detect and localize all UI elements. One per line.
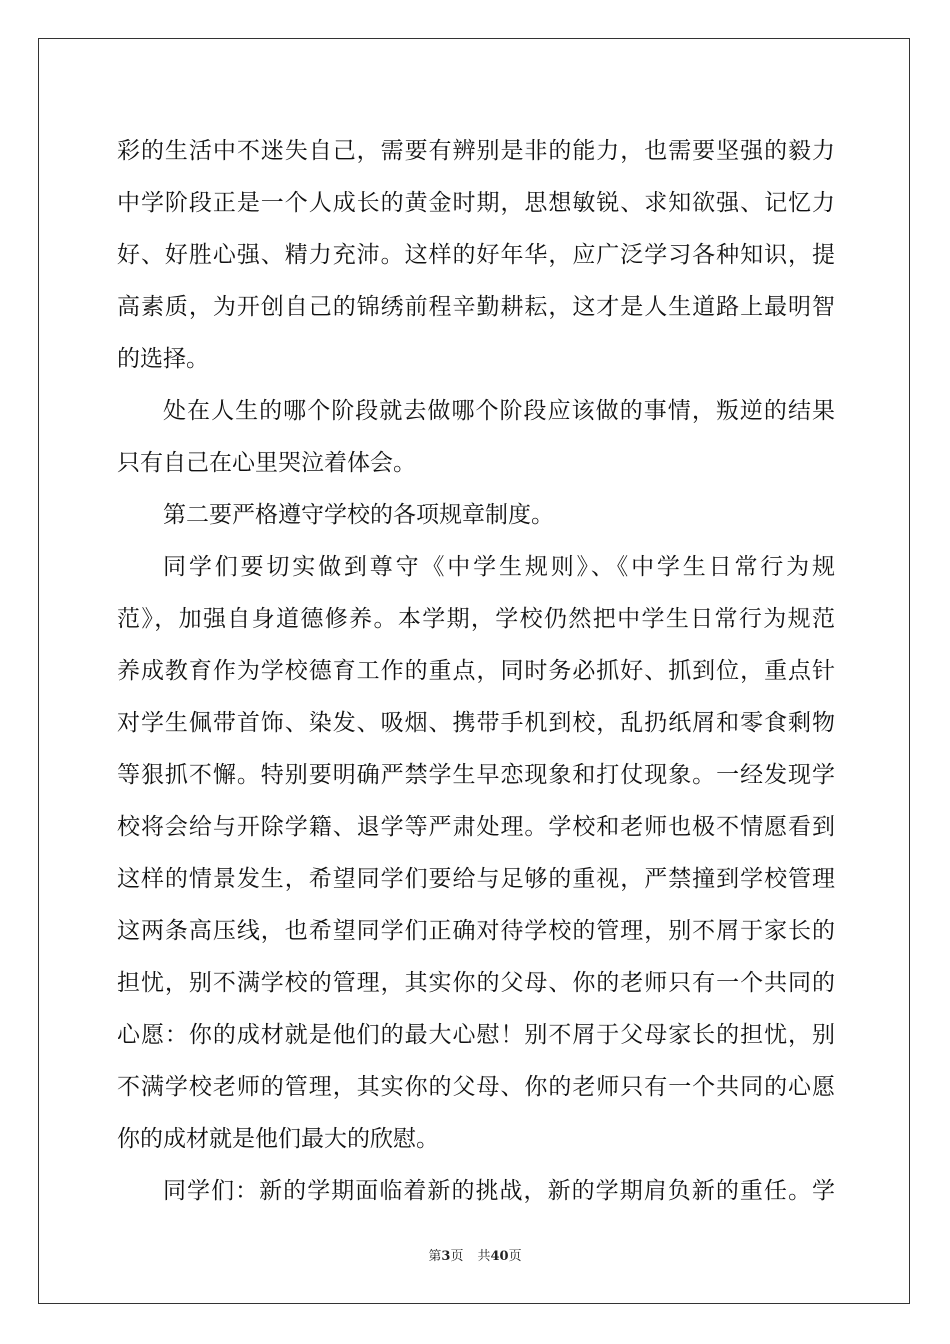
footer-page-suffix: 页: [450, 1249, 464, 1264]
page-footer: [0, 1245, 950, 1264]
text-line: 处在人生的哪个阶段就去做哪个阶段应该做的事情，叛逆的结果: [163, 398, 835, 424]
text-line: 这两条高压线，也希望同学们正确对待学校的管理，别不屑于家长的: [117, 918, 835, 944]
text-line: 中学阶段正是一个人成长的黄金时期，思想敏锐、求知欲强、记忆力: [117, 190, 835, 216]
footer-total-prefix: 共: [477, 1249, 491, 1264]
text-line: 担忧，别不满学校的管理，其实你的父母、你的老师只有一个共同的: [117, 970, 835, 996]
text-line: 养成教育作为学校德育工作的重点，同时务必抓好、抓到位，重点针: [117, 658, 835, 684]
footer-page-number: 3: [441, 1249, 451, 1264]
text-line: 心愿：你的成材就是他们的最大心慰！别不屑于父母家长的担忧，别: [117, 1022, 835, 1048]
text-line: 范》，加强自身道德修养。本学期，学校仍然把中学生日常行为规范: [117, 606, 835, 632]
footer-page-prefix: 第: [428, 1249, 442, 1264]
text-line: 彩的生活中不迷失自己，需要有辨别是非的能力，也需要坚强的毅力: [117, 138, 835, 164]
text-line: 同学们要切实做到尊守《中学生规则》、《中学生日常行为规: [163, 554, 835, 580]
text-line: 高素质，为开创自己的锦绣前程辛勤耕耘，这才是人生道路上最明智: [117, 294, 835, 320]
text-line: 不满学校老师的管理，其实你的父母、你的老师只有一个共同的心愿: [117, 1074, 835, 1100]
text-line: 的选择。: [117, 346, 209, 372]
text-line: 这样的情景发生，希望同学们要给与足够的重视，严禁撞到学校管理: [117, 866, 835, 892]
footer-total-pages: 40: [490, 1249, 509, 1264]
text-line: 好、好胜心强、精力充沛。这样的好年华，应广泛学习各种知识，提: [117, 242, 835, 268]
document-body: [117, 125, 835, 1217]
text-line: 第二要严格遵守学校的各项规章制度。: [163, 502, 554, 528]
footer-total-suffix: 页: [508, 1249, 522, 1264]
text-line: 对学生佩带首饰、染发、吸烟、携带手机到校，乱扔纸屑和零食剩物: [117, 710, 835, 736]
text-line: 等狠抓不懈。特别要明确严禁学生早恋现象和打仗现象。一经发现学: [117, 762, 835, 788]
text-line: 只有自己在心里哭泣着体会。: [117, 450, 416, 476]
text-line: 校将会给与开除学籍、退学等严肃处理。学校和老师也极不情愿看到: [117, 814, 835, 840]
text-line: 同学们：新的学期面临着新的挑战，新的学期肩负新的重任。学: [163, 1178, 835, 1204]
text-line: 你的成材就是他们最大的欣慰。: [117, 1126, 439, 1152]
